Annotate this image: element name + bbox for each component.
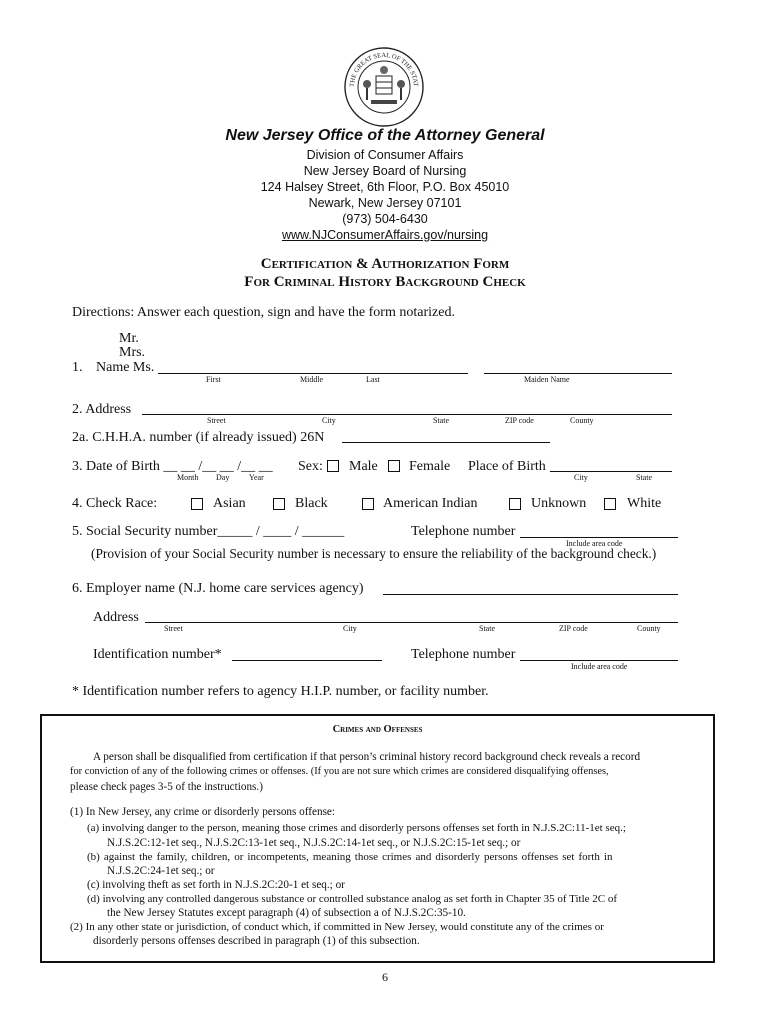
race-unknown-label: Unknown	[531, 496, 587, 511]
crimes-item-1c: (c) involving theft as set forth in N.J.S.2C:20-1 et seq.; or	[87, 879, 345, 891]
employer-field[interactable]	[383, 594, 678, 595]
emp-zip-caption: ZIP code	[559, 624, 588, 633]
maiden-caption: Maiden Name	[524, 375, 570, 384]
pob-state-caption: State	[636, 473, 652, 482]
maiden-name-field[interactable]	[484, 373, 672, 374]
crimes-intro-2: for conviction of any of the following crimes or offenses. (If you are not sure which crimes are considered disqualifying offenses,	[70, 766, 609, 777]
address-label: 2. Address	[72, 402, 132, 417]
crimes-item-1b-line1: (b) against the family, children, or incompetents, meaning those crimes and disorderly persons offenses set forth in	[87, 851, 613, 863]
phone-label: Telephone number	[411, 524, 516, 539]
race-white-checkbox[interactable]	[604, 498, 616, 510]
state-seal	[343, 46, 425, 128]
emp-area-code-caption: Include area code	[571, 662, 628, 671]
race-white-label: White	[627, 496, 662, 511]
race-asian-label: Asian	[213, 496, 246, 511]
street-address: 124 Halsey Street, 6th Floor, P.O. Box 45010	[260, 180, 510, 194]
zip-caption: ZIP code	[505, 416, 534, 425]
race-label: 4. Check Race:	[72, 496, 158, 511]
directions: Directions: Answer each question, sign and have the form notarized.	[72, 305, 455, 320]
race-asian-checkbox[interactable]	[191, 498, 203, 510]
title-mrs: Mrs.	[119, 345, 146, 360]
employer-label: 6. Employer name (N.J. home care services agency)	[72, 581, 364, 596]
street-caption: Street	[207, 416, 226, 425]
middle-caption: Middle	[300, 375, 324, 384]
id-number-field[interactable]	[232, 660, 382, 661]
crimes-item-2-line1: (2) In any other state or jurisdiction, of conduct which, if committed in New Jersey, would constitute any of the crimes or	[70, 921, 604, 933]
area-code-caption: Include area code	[566, 539, 623, 548]
year-caption: Year	[249, 473, 264, 482]
pob-label: Place of Birth	[468, 459, 546, 474]
pob-field[interactable]	[550, 471, 672, 472]
crimes-item-1a-line1: (a) involving danger to the person, meaning those crimes and disorderly persons offenses set forth in N.J.S.2C:11-1et seq.;	[87, 822, 626, 834]
race-american-indian-checkbox[interactable]	[362, 498, 374, 510]
race-american-indian-label: American Indian	[383, 496, 478, 511]
svg-text:THE GREAT SEAL OF THE STATE OF: THE GREAT SEAL OF THE STAT	[348, 51, 420, 88]
pob-city-caption: City	[574, 473, 588, 482]
q1-number: 1.	[72, 360, 83, 375]
crimes-item-2-line2: disorderly persons offenses described in paragraph (1) of this subsection.	[93, 935, 420, 947]
division-name: Division of Consumer Affairs	[306, 148, 464, 162]
race-black-checkbox[interactable]	[273, 498, 285, 510]
crimes-heading: Crimes and Offenses	[332, 724, 423, 735]
chha-label: 2a. C.H.H.A. number (if already issued) 26N	[72, 430, 325, 445]
page-number: 6	[382, 970, 388, 984]
form-title-line1: Certification & Authorization Form	[260, 256, 510, 272]
crimes-intro-3: please check pages 3-5 of the instructions.)	[70, 781, 263, 793]
ssn-label: 5. Social Security number_____ / ____ / ______	[72, 524, 345, 539]
emp-county-caption: County	[637, 624, 661, 633]
crimes-item-1: (1) In New Jersey, any crime or disorderly persons offense:	[70, 806, 335, 818]
dob-label: 3. Date of Birth __ __ /__ __ /__ __	[72, 459, 273, 474]
female-checkbox[interactable]	[388, 460, 400, 472]
employer-address-label: Address	[93, 610, 139, 625]
male-checkbox[interactable]	[327, 460, 339, 472]
emp-street-caption: Street	[164, 624, 183, 633]
agency-title: New Jersey Office of the Attorney General	[225, 127, 545, 144]
crimes-item-1a-line2: N.J.S.2C:12-1et seq., N.J.S.2C:13-1et seq., N.J.S.2C:14-1et seq., or N.J.S.2C:15-1et seq.; or	[107, 837, 521, 849]
footnote: * Identification number refers to agency H.I.P. number, or facility number.	[72, 684, 489, 699]
crimes-item-1d-line1: (d) involving any controlled dangerous substance or controlled substance analog as set forth in Chapter 35 of Title 2C of	[87, 893, 618, 905]
ssn-note: (Provision of your Social Security number is necessary to ensure the reliability of the background check.)	[91, 546, 657, 561]
employer-address-field[interactable]	[145, 622, 678, 623]
phone-field[interactable]	[520, 537, 678, 538]
female-label: Female	[409, 459, 451, 474]
id-number-label: Identification number*	[93, 647, 222, 662]
board-name: New Jersey Board of Nursing	[303, 164, 467, 178]
last-caption: Last	[366, 375, 380, 384]
emp-phone-field[interactable]	[520, 660, 678, 661]
city-caption: City	[322, 416, 336, 425]
crimes-item-1b-line2: N.J.S.2C:24-1et seq.; or	[107, 865, 215, 877]
crimes-intro-1: A person shall be disqualified from certification if that person’s criminal history record background check reveals a record	[93, 751, 641, 763]
sex-label: Sex:	[298, 459, 323, 474]
emp-state-caption: State	[479, 624, 495, 633]
name-field[interactable]	[158, 373, 468, 374]
emp-phone-label: Telephone number	[411, 647, 516, 662]
chha-number-field[interactable]	[342, 442, 550, 443]
phone-number: (973) 504-6430	[342, 212, 428, 226]
city-address: Newark, New Jersey 07101	[308, 196, 462, 210]
title-mr: Mr.	[119, 331, 139, 346]
website-link[interactable]: www.NJConsumerAffairs.gov/nursing	[281, 228, 489, 242]
race-black-label: Black	[295, 496, 328, 511]
crimes-item-1d-line2: the New Jersey Statutes except paragraph (4) of subsection a of N.J.S.2C:35-10.	[107, 907, 466, 919]
name-label: Name Ms.	[96, 360, 155, 375]
emp-city-caption: City	[343, 624, 357, 633]
day-caption: Day	[216, 473, 230, 482]
address-field[interactable]	[142, 414, 672, 415]
first-caption: First	[206, 375, 221, 384]
county-caption: County	[570, 416, 594, 425]
month-caption: Month	[177, 473, 199, 482]
state-caption: State	[433, 416, 449, 425]
race-unknown-checkbox[interactable]	[509, 498, 521, 510]
male-label: Male	[349, 459, 378, 474]
form-title-line2: For Criminal History Background Check	[244, 274, 526, 290]
